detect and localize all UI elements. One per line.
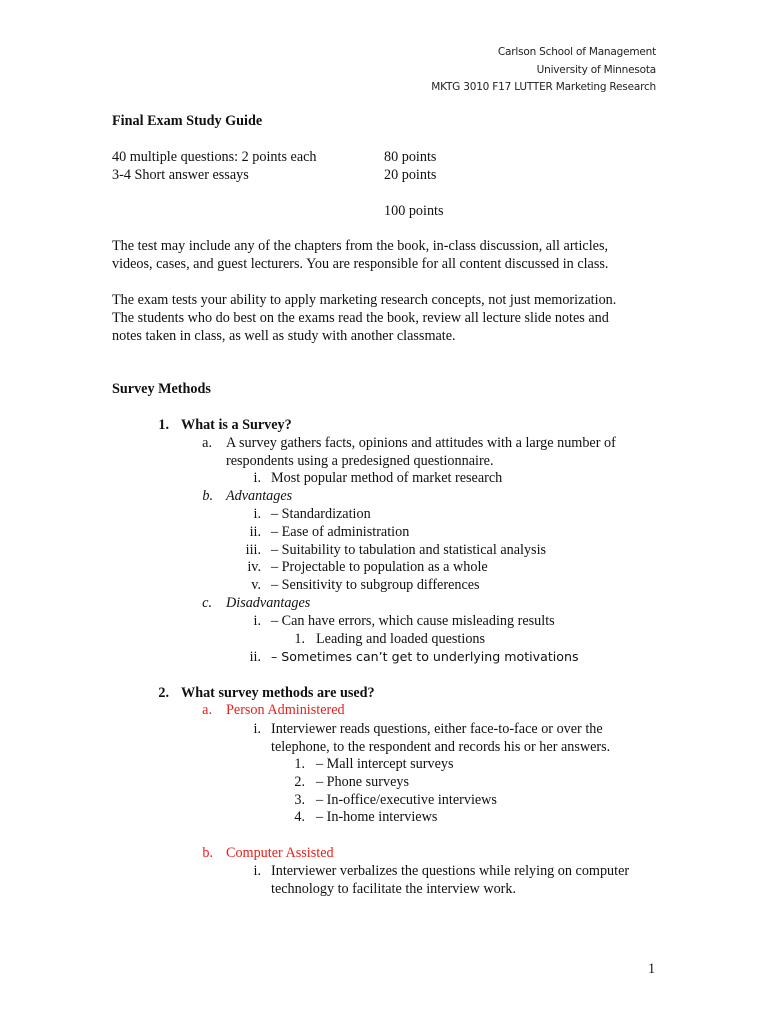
intro-paragraph-line: The test may include any of the chapters from the book, in-class discussion, all articles, xyxy=(112,238,609,254)
university-name: University of Minnesota xyxy=(536,64,656,76)
scoring-points: 20 points xyxy=(384,167,437,183)
subitem-marker: iii. xyxy=(245,542,261,558)
section-title: Survey Methods xyxy=(112,381,211,397)
subitem-marker: ii. xyxy=(249,649,261,665)
subsubitem-marker: 3. xyxy=(294,792,305,808)
disadvantage-item: – Sometimes can’t get to underlying motivations xyxy=(271,649,579,664)
item-text: A survey gathers facts, opinions and attitudes with a large number of xyxy=(226,435,616,451)
intro-paragraph-line: videos, cases, and guest lecturers. You are responsible for all content discussed in class. xyxy=(112,256,609,272)
question-number: 1. xyxy=(158,417,169,433)
subitem-marker: i. xyxy=(253,863,261,879)
subsubitem-marker: 2. xyxy=(294,774,305,790)
advantage-item: – Suitability to tabulation and statistical analysis xyxy=(271,542,547,558)
method-heading: Computer Assisted xyxy=(226,845,334,861)
intro-paragraph-line: The exam tests your ability to apply marketing research concepts, not just memorization. xyxy=(112,292,617,308)
subsubitem-marker: 4. xyxy=(294,809,305,825)
item-marker: a. xyxy=(202,435,212,451)
school-name: Carlson School of Management xyxy=(497,46,656,58)
subsubitem-marker: 1. xyxy=(294,631,305,647)
advantage-item: – Ease of administration xyxy=(271,524,410,540)
intro-paragraph-line: notes taken in class, as well as study with another classmate. xyxy=(112,328,456,344)
question-title: What survey methods are used? xyxy=(181,685,375,701)
subitem-marker: v. xyxy=(251,577,261,593)
page-title: Final Exam Study Guide xyxy=(112,113,263,129)
subitem-text: Most popular method of market research xyxy=(271,470,503,486)
advantage-item: – Sensitivity to subgroup differences xyxy=(271,577,480,593)
intro-paragraph-line: The students who do best on the exams read the book, review all lecture slide notes and xyxy=(112,310,609,326)
method-item: – In-home interviews xyxy=(316,809,438,825)
scoring-points: 80 points xyxy=(384,149,437,165)
item-marker: b. xyxy=(202,845,213,861)
advantages-heading: Advantages xyxy=(226,488,293,504)
subitem-marker: i. xyxy=(253,613,261,629)
disadvantage-subitem: Leading and loaded questions xyxy=(316,631,486,647)
subsubitem-marker: 1. xyxy=(294,756,305,772)
subitem-marker: i. xyxy=(253,721,261,737)
item-text: respondents using a predesigned questionnaire. xyxy=(226,453,494,469)
advantage-item: – Standardization xyxy=(271,506,371,522)
item-marker: a. xyxy=(202,702,212,718)
subitem-marker: i. xyxy=(253,470,261,486)
method-item: – In-office/executive interviews xyxy=(316,792,497,808)
scoring-item: 40 multiple questions: 2 points each xyxy=(112,149,317,165)
disadvantage-item: – Can have errors, which cause misleading results xyxy=(271,613,555,629)
method-heading: Person Administered xyxy=(226,702,345,718)
course-title: MKTG 3010 F17 LUTTER Marketing Research xyxy=(431,81,656,93)
subitem-marker: iv. xyxy=(247,559,261,575)
method-item: – Mall intercept surveys xyxy=(316,756,454,772)
question-number: 2. xyxy=(158,685,169,701)
subitem-text: Interviewer reads questions, either face-to-face or over the xyxy=(271,721,603,737)
item-marker: c. xyxy=(202,595,212,611)
page-number: 1 xyxy=(648,961,656,977)
subitem-text: Interviewer verbalizes the questions while relying on computer xyxy=(271,863,630,879)
advantage-item: – Projectable to population as a whole xyxy=(271,559,488,575)
item-marker: b. xyxy=(202,488,213,504)
disadvantages-heading: Disadvantages xyxy=(226,595,311,611)
subitem-marker: ii. xyxy=(249,524,261,540)
scoring-item: 3-4 Short answer essays xyxy=(112,167,249,183)
total-points: 100 points xyxy=(384,203,444,219)
question-title: What is a Survey? xyxy=(181,417,292,433)
subitem-text: technology to facilitate the interview work. xyxy=(271,881,517,897)
subitem-marker: i. xyxy=(253,506,261,522)
method-item: – Phone surveys xyxy=(316,774,410,790)
subitem-text: telephone, to the respondent and records his or her answers. xyxy=(271,739,611,755)
